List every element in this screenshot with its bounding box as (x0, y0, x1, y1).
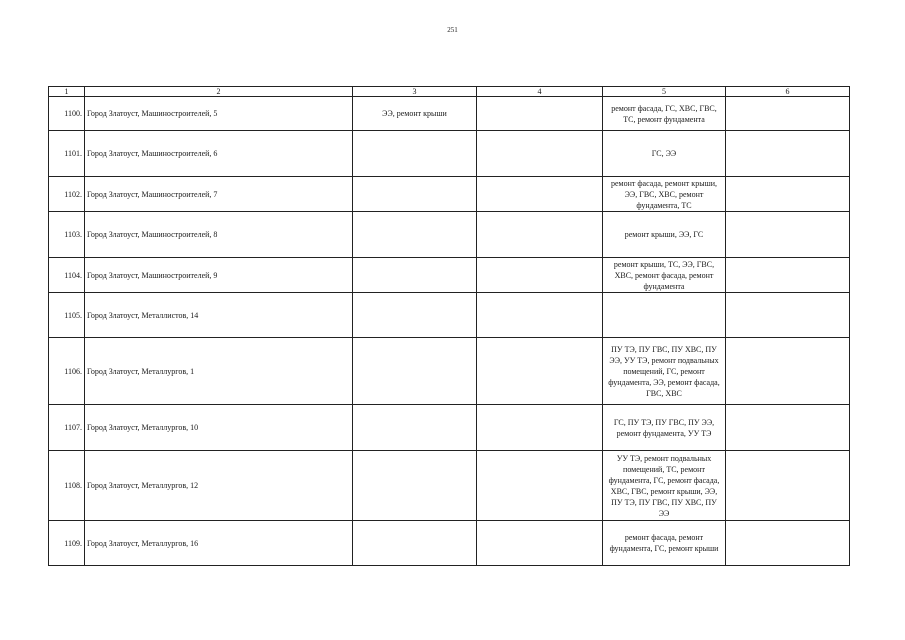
row-col5: ремонт фасада, ремонт крыши, ЭЭ, ГВС, ХВС, ремонт фундамента, ТС (603, 177, 726, 212)
row-address: Город Златоуст, Машиностроителей, 9 (85, 258, 353, 293)
page-number: 251 (447, 26, 458, 34)
row-number: 1102. (49, 177, 85, 212)
column-header: 5 (603, 87, 726, 97)
row-col4 (477, 177, 603, 212)
table-row (49, 293, 850, 338)
row-number: 1105. (49, 293, 85, 338)
row-col3 (353, 521, 477, 566)
row-col4 (477, 451, 603, 521)
column-header: 3 (353, 87, 477, 97)
row-col5: ремонт крыши, ЭЭ, ГС (603, 212, 726, 258)
row-address: Город Златоуст, Металлургов, 10 (85, 405, 353, 451)
row-col4 (477, 131, 603, 177)
row-col4 (477, 521, 603, 566)
table-row (49, 338, 850, 405)
row-address: Город Златоуст, Машиностроителей, 7 (85, 177, 353, 212)
row-col5: ремонт фасада, ГС, ХВС, ГВС, ТС, ремонт фундамента (603, 97, 726, 131)
row-col3 (353, 131, 477, 177)
row-number: 1101. (49, 131, 85, 177)
row-col4 (477, 97, 603, 131)
row-col3 (353, 177, 477, 212)
table-row (49, 521, 850, 566)
row-address: Город Златоуст, Машиностроителей, 6 (85, 131, 353, 177)
row-address: Город Златоуст, Металлургов, 16 (85, 521, 353, 566)
column-header: 1 (49, 87, 85, 97)
row-col3 (353, 405, 477, 451)
row-col5: ГС, ЭЭ (603, 131, 726, 177)
row-number: 1106. (49, 338, 85, 405)
row-number: 1107. (49, 405, 85, 451)
row-number: 1100. (49, 97, 85, 131)
table-row (49, 131, 850, 177)
column-header: 4 (477, 87, 603, 97)
column-header: 6 (726, 87, 850, 97)
row-col3 (353, 258, 477, 293)
row-col4 (477, 212, 603, 258)
row-col5: ПУ ТЭ, ПУ ГВС, ПУ ХВС, ПУ ЭЭ, УУ ТЭ, ремонт подвальных помещений, ГС, ремонт фундамента, ЭЭ, ремонт фасада, ГВС, ХВС (603, 338, 726, 405)
row-address: Город Златоуст, Машиностроителей, 5 (85, 97, 353, 131)
row-col5 (603, 293, 726, 338)
row-col6 (726, 405, 850, 451)
row-col6 (726, 338, 850, 405)
row-col3 (353, 293, 477, 338)
row-col5: ГС, ПУ ТЭ, ПУ ГВС, ПУ ЭЭ, ремонт фундамента, УУ ТЭ (603, 405, 726, 451)
row-number: 1109. (49, 521, 85, 566)
row-col3 (353, 451, 477, 521)
row-col6 (726, 212, 850, 258)
row-address: Город Златоуст, Металлистов, 14 (85, 293, 353, 338)
row-col4 (477, 293, 603, 338)
column-header: 2 (85, 87, 353, 97)
row-number: 1103. (49, 212, 85, 258)
row-col3 (353, 338, 477, 405)
row-col3 (353, 212, 477, 258)
row-col6 (726, 177, 850, 212)
row-col4 (477, 258, 603, 293)
row-col6 (726, 97, 850, 131)
table-row (49, 451, 850, 521)
row-col4 (477, 338, 603, 405)
row-number: 1104. (49, 258, 85, 293)
row-number: 1108. (49, 451, 85, 521)
row-col6 (726, 521, 850, 566)
row-col5: ремонт фасада, ремонт фундамента, ГС, ремонт крыши (603, 521, 726, 566)
row-col4 (477, 405, 603, 451)
table-row (49, 212, 850, 258)
row-address: Город Златоуст, Металлургов, 12 (85, 451, 353, 521)
row-col6 (726, 451, 850, 521)
registry-table (48, 86, 850, 566)
row-col5: ремонт крыши, ТС, ЭЭ, ГВС, ХВС, ремонт фасада, ремонт фундамента (603, 258, 726, 293)
table-row (49, 97, 850, 131)
row-col6 (726, 293, 850, 338)
row-address: Город Златоуст, Металлургов, 1 (85, 338, 353, 405)
row-address: Город Златоуст, Машиностроителей, 8 (85, 212, 353, 258)
table-row (49, 258, 850, 293)
table-row (49, 177, 850, 212)
table-header-row (49, 87, 850, 97)
row-col3: ЭЭ, ремонт крыши (353, 97, 477, 131)
row-col6 (726, 131, 850, 177)
row-col6 (726, 258, 850, 293)
row-col5: УУ ТЭ, ремонт подвальных помещений, ТС, ремонт фундамента, ГС, ремонт фасада, ХВС, ГВС, ремонт крыши, ЭЭ, ПУ ТЭ, ПУ ГВС, ПУ ХВС, ПУ ЭЭ (603, 451, 726, 521)
table-row (49, 405, 850, 451)
